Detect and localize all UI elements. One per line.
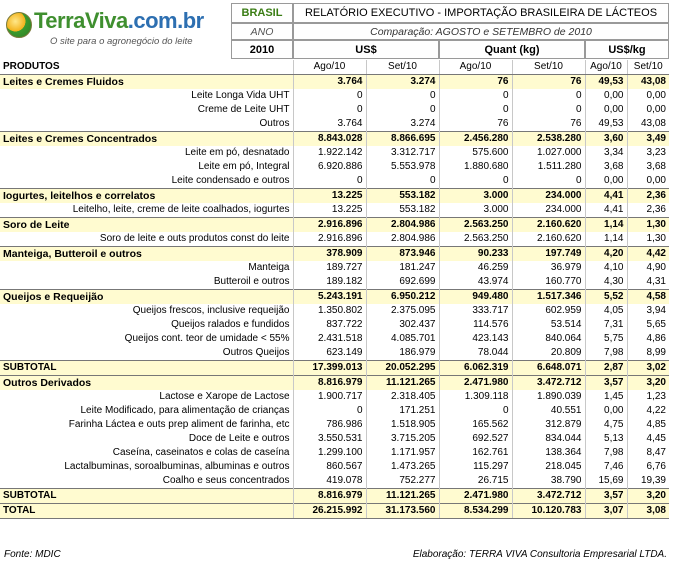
cell-kg-sep: 10.120.783: [512, 504, 585, 519]
product-row: [0, 304, 669, 318]
cell-usd-aug: 0: [293, 89, 366, 103]
product-row: [0, 332, 669, 346]
cell-usd-sep: 5.553.978: [366, 160, 439, 174]
cell-kg-aug: 0: [439, 404, 512, 418]
cell-usd-sep: 752.277: [366, 474, 439, 489]
cell-kg-sep: 40.551: [512, 404, 585, 418]
column-header-usd-aug: Ago/10: [293, 60, 366, 75]
subtotal-row: [0, 489, 669, 504]
cell-kg-sep: 312.879: [512, 418, 585, 432]
subtotal-row: [0, 361, 669, 376]
cell-usdkg-sep: 4,45: [627, 432, 669, 446]
cell-usd-sep: 3.274: [366, 117, 439, 132]
cell-usd-aug: 8.816.979: [293, 376, 366, 391]
cell-kg-aug: 3.000: [439, 203, 512, 218]
cell-kg-aug: 165.562: [439, 418, 512, 432]
category-row: [0, 376, 669, 391]
cell-usd-aug: 2.431.518: [293, 332, 366, 346]
cell-usd-sep: 0: [366, 89, 439, 103]
cell-usdkg-aug: 3,57: [585, 376, 627, 391]
cell-kg-sep: 1.511.280: [512, 160, 585, 174]
cell-usd-aug: 1.350.802: [293, 304, 366, 318]
cell-kg-sep: 20.809: [512, 346, 585, 361]
cell-usd-aug: 13.225: [293, 203, 366, 218]
cell-usdkg-aug: 5,13: [585, 432, 627, 446]
cell-usdkg-aug: 1,14: [585, 218, 627, 233]
cell-usdkg-aug: 0,00: [585, 174, 627, 189]
cell-usd-sep: 0: [366, 103, 439, 117]
row-label: Queijos frescos, inclusive requeijão: [132, 305, 290, 316]
year-caption: ANO: [231, 23, 293, 40]
row-label: Lactose e Xarope de Lactose: [159, 391, 290, 402]
cell-usdkg-aug: 4,41: [585, 203, 627, 218]
cell-usdkg-aug: 0,00: [585, 89, 627, 103]
cell-usd-sep: 171.251: [366, 404, 439, 418]
cell-usdkg-sep: 3,20: [627, 489, 669, 504]
cell-usdkg-aug: 4,10: [585, 261, 627, 275]
cell-kg-sep: 3.472.712: [512, 376, 585, 391]
cell-usdkg-sep: 6,76: [627, 460, 669, 474]
category-row: [0, 189, 669, 204]
cell-usd-sep: 2.375.095: [366, 304, 439, 318]
cell-kg-aug: 162.761: [439, 446, 512, 460]
cell-usdkg-aug: 7,98: [585, 346, 627, 361]
cell-usd-aug: 2.916.896: [293, 218, 366, 233]
cell-kg-aug: 2.563.250: [439, 232, 512, 247]
cell-usdkg-sep: 0,00: [627, 103, 669, 117]
cell-kg-aug: 78.044: [439, 346, 512, 361]
cell-usd-aug: 26.215.992: [293, 504, 366, 519]
cell-usdkg-sep: 43,08: [627, 75, 669, 90]
cell-usdkg-aug: 3,68: [585, 160, 627, 174]
cell-kg-aug: 333.717: [439, 304, 512, 318]
row-label: Doce de Leite e outros: [188, 433, 290, 444]
cell-usd-sep: 3.274: [366, 75, 439, 90]
report-header: [0, 0, 671, 60]
cell-kg-aug: 2.563.250: [439, 218, 512, 233]
cell-usd-aug: 17.399.013: [293, 361, 366, 376]
cell-usdkg-sep: 4,85: [627, 418, 669, 432]
row-label: Outros: [259, 118, 290, 129]
cell-kg-sep: 2.160.620: [512, 218, 585, 233]
product-row: [0, 460, 669, 474]
cell-usd-aug: 1.922.142: [293, 146, 366, 160]
cell-usd-aug: 13.225: [293, 189, 366, 204]
cell-usdkg-aug: 7,31: [585, 318, 627, 332]
cell-usd-sep: 873.946: [366, 247, 439, 262]
row-label: Leitelho, leite, creme de leite coalhados, iogurtes: [72, 204, 290, 215]
cell-usdkg-sep: 1,30: [627, 218, 669, 233]
cell-kg-aug: 2.471.980: [439, 489, 512, 504]
cell-kg-aug: 692.527: [439, 432, 512, 446]
logo-name-part2: .com.br: [127, 8, 204, 33]
cell-kg-sep: 0: [512, 174, 585, 189]
cell-usdkg-aug: 3,60: [585, 132, 627, 147]
row-label: Creme de Leite UHT: [197, 104, 290, 115]
cell-usd-aug: 189.182: [293, 275, 366, 290]
cell-kg-aug: 90.233: [439, 247, 512, 262]
cell-usdkg-sep: 8,99: [627, 346, 669, 361]
cell-kg-sep: 160.770: [512, 275, 585, 290]
row-label: Farinha Láctea e outs prep aliment de farinha, etc: [68, 419, 290, 430]
group-header-usd: US$: [293, 40, 439, 59]
source-note: Fonte: MDIC: [4, 549, 61, 560]
row-label: Leite Modificado, para alimentação de crianças: [80, 405, 290, 416]
category-row: [0, 132, 669, 147]
cell-usd-sep: 3.715.205: [366, 432, 439, 446]
row-label: Coalho e seus concentrados: [162, 475, 290, 486]
cell-usd-aug: 8.816.979: [293, 489, 366, 504]
cell-usd-sep: 11.121.265: [366, 376, 439, 391]
logo-name-part1: TerraViva: [34, 8, 128, 33]
cell-usdkg-aug: 5,75: [585, 332, 627, 346]
cell-kg-sep: 76: [512, 75, 585, 90]
cell-kg-sep: 602.959: [512, 304, 585, 318]
cell-kg-aug: 26.715: [439, 474, 512, 489]
cell-usdkg-aug: 4,41: [585, 189, 627, 204]
cell-usd-aug: 189.727: [293, 261, 366, 275]
cell-usdkg-sep: 3,49: [627, 132, 669, 147]
row-label: Leite em pó, Integral: [198, 161, 290, 172]
cell-usd-aug: 3.550.531: [293, 432, 366, 446]
cell-usdkg-aug: 4,20: [585, 247, 627, 262]
cell-usdkg-aug: 4,30: [585, 275, 627, 290]
cell-usdkg-aug: 15,69: [585, 474, 627, 489]
cell-kg-sep: 840.064: [512, 332, 585, 346]
cell-usd-aug: 623.149: [293, 346, 366, 361]
row-label: Outros Queijos: [222, 347, 290, 358]
product-row: [0, 318, 669, 332]
cell-usd-aug: 5.243.191: [293, 290, 366, 305]
cell-kg-aug: 2.471.980: [439, 376, 512, 391]
cell-usdkg-sep: 2,36: [627, 189, 669, 204]
cell-usdkg-aug: 3,57: [585, 489, 627, 504]
cell-usd-aug: 0: [293, 174, 366, 189]
cell-usd-aug: 419.078: [293, 474, 366, 489]
cell-kg-aug: 2.456.280: [439, 132, 512, 147]
cell-kg-sep: 1.517.346: [512, 290, 585, 305]
cell-usd-sep: 2.804.986: [366, 218, 439, 233]
cell-kg-sep: 36.979: [512, 261, 585, 275]
product-row: [0, 103, 669, 117]
product-row: [0, 474, 669, 489]
category-row: [0, 75, 669, 90]
cell-usd-sep: 2.804.986: [366, 232, 439, 247]
product-row: [0, 160, 669, 174]
product-row: [0, 446, 669, 460]
globe-icon: [6, 12, 32, 38]
cell-usd-sep: 8.866.695: [366, 132, 439, 147]
imports-table: [0, 60, 669, 519]
product-row: [0, 432, 669, 446]
cell-kg-aug: 76: [439, 117, 512, 132]
product-row: [0, 275, 669, 290]
cell-usdkg-aug: 7,98: [585, 446, 627, 460]
product-row: [0, 232, 669, 247]
row-label: Soro de leite e outs produtos const do leite: [99, 233, 290, 244]
row-label: TOTAL: [0, 504, 293, 519]
cell-kg-sep: 76: [512, 117, 585, 132]
cell-usdkg-sep: 4,58: [627, 290, 669, 305]
row-label: Butteroil e outros: [213, 276, 290, 287]
cell-usdkg-sep: 3,94: [627, 304, 669, 318]
cell-kg-aug: 8.534.299: [439, 504, 512, 519]
cell-kg-aug: 1.880.680: [439, 160, 512, 174]
logo-slogan: O site para o agronegócio do leite: [50, 36, 193, 47]
cell-usd-sep: 1.518.905: [366, 418, 439, 432]
cell-usd-aug: 6.920.886: [293, 160, 366, 174]
cell-usdkg-sep: 2,36: [627, 203, 669, 218]
cell-kg-sep: 38.790: [512, 474, 585, 489]
cell-usdkg-sep: 0,00: [627, 174, 669, 189]
cell-kg-sep: 6.648.071: [512, 361, 585, 376]
cell-kg-aug: 949.480: [439, 290, 512, 305]
cell-kg-sep: 234.000: [512, 203, 585, 218]
cell-usdkg-sep: 19,39: [627, 474, 669, 489]
cell-usdkg-sep: 3,08: [627, 504, 669, 519]
cell-kg-aug: 0: [439, 103, 512, 117]
cell-usdkg-sep: 3,23: [627, 146, 669, 160]
cell-usdkg-sep: 4,90: [627, 261, 669, 275]
cell-usd-aug: 0: [293, 404, 366, 418]
cell-kg-aug: 46.259: [439, 261, 512, 275]
cell-usdkg-sep: 3,68: [627, 160, 669, 174]
cell-usd-sep: 6.950.212: [366, 290, 439, 305]
terraviva-logo: [4, 6, 226, 56]
cell-usdkg-aug: 49,53: [585, 117, 627, 132]
product-row: [0, 174, 669, 189]
cell-kg-sep: 53.514: [512, 318, 585, 332]
cell-kg-aug: 114.576: [439, 318, 512, 332]
cell-usdkg-aug: 49,53: [585, 75, 627, 90]
cell-usd-aug: 3.764: [293, 117, 366, 132]
cell-usdkg-aug: 3,34: [585, 146, 627, 160]
cell-usdkg-sep: 1,23: [627, 390, 669, 404]
cell-usd-sep: 692.699: [366, 275, 439, 290]
cell-usd-aug: 837.722: [293, 318, 366, 332]
category-row: [0, 218, 669, 233]
report-title: RELATÓRIO EXECUTIVO - IMPORTAÇÃO BRASILEIRA DE LÁCTEOS: [293, 3, 669, 23]
cell-kg-aug: 43.974: [439, 275, 512, 290]
cell-kg-aug: 423.143: [439, 332, 512, 346]
row-label: Leites e Cremes Fluidos: [0, 75, 293, 90]
row-label: Manteiga: [248, 262, 290, 273]
cell-kg-sep: 3.472.712: [512, 489, 585, 504]
cell-kg-aug: 76: [439, 75, 512, 90]
row-label: Queijos e Requeijão: [0, 290, 293, 305]
cell-usd-aug: 1.299.100: [293, 446, 366, 460]
cell-usdkg-sep: 3,20: [627, 376, 669, 391]
cell-usd-sep: 0: [366, 174, 439, 189]
row-label: Queijos cont. teor de umidade < 55%: [124, 333, 290, 344]
cell-usd-aug: 378.909: [293, 247, 366, 262]
cell-usdkg-aug: 7,46: [585, 460, 627, 474]
row-label: SUBTOTAL: [0, 489, 293, 504]
cell-usd-aug: 1.900.717: [293, 390, 366, 404]
cell-usdkg-sep: 1,30: [627, 232, 669, 247]
cell-usd-aug: 2.916.896: [293, 232, 366, 247]
product-row: [0, 346, 669, 361]
product-row: [0, 261, 669, 275]
cell-usd-aug: 3.764: [293, 75, 366, 90]
row-label: Leite condensado e outros: [171, 175, 290, 186]
column-header-usd-sep: Set/10: [366, 60, 439, 75]
report-subtitle: Comparação: AGOSTO e SETEMBRO de 2010: [293, 23, 669, 40]
subtotal-row: [0, 504, 669, 519]
row-label: Leite em pó, desnatado: [184, 147, 290, 158]
column-header-kg-aug: Ago/10: [439, 60, 512, 75]
cell-kg-sep: 197.749: [512, 247, 585, 262]
cell-usd-aug: 0: [293, 103, 366, 117]
cell-kg-sep: 234.000: [512, 189, 585, 204]
cell-usdkg-sep: 0,00: [627, 89, 669, 103]
product-row: [0, 390, 669, 404]
cell-usd-sep: 11.121.265: [366, 489, 439, 504]
year-value: 2010: [231, 40, 293, 59]
cell-usd-sep: 302.437: [366, 318, 439, 332]
cell-usd-aug: 8.843.028: [293, 132, 366, 147]
cell-usdkg-sep: 4,86: [627, 332, 669, 346]
logo-name: [34, 8, 204, 34]
column-header-kg-sep: Set/10: [512, 60, 585, 75]
cell-kg-sep: 834.044: [512, 432, 585, 446]
cell-usdkg-sep: 4,42: [627, 247, 669, 262]
cell-usd-sep: 3.312.717: [366, 146, 439, 160]
cell-usdkg-aug: 0,00: [585, 404, 627, 418]
cell-usdkg-sep: 4,22: [627, 404, 669, 418]
cell-usdkg-aug: 2,87: [585, 361, 627, 376]
row-label: Queijos ralados e fundidos: [171, 319, 290, 330]
cell-usdkg-aug: 4,05: [585, 304, 627, 318]
cell-usd-sep: 186.979: [366, 346, 439, 361]
cell-kg-aug: 0: [439, 174, 512, 189]
cell-kg-sep: 0: [512, 103, 585, 117]
cell-kg-sep: 2.160.620: [512, 232, 585, 247]
cell-kg-aug: 6.062.319: [439, 361, 512, 376]
product-row: [0, 117, 669, 132]
cell-usdkg-aug: 4,75: [585, 418, 627, 432]
cell-kg-sep: 1.027.000: [512, 146, 585, 160]
column-header-products: PRODUTOS: [0, 60, 293, 75]
category-row: [0, 247, 669, 262]
cell-usd-aug: 860.567: [293, 460, 366, 474]
row-label: Caseína, caseinatos e colas de caseína: [112, 447, 290, 458]
cell-usd-sep: 1.473.265: [366, 460, 439, 474]
cell-kg-sep: 2.538.280: [512, 132, 585, 147]
row-label: Lactalbuminas, soroalbuminas, albuminas e outros: [64, 461, 290, 472]
cell-usdkg-sep: 43,08: [627, 117, 669, 132]
product-row: [0, 89, 669, 103]
cell-usdkg-aug: 1,14: [585, 232, 627, 247]
product-row: [0, 418, 669, 432]
row-label: Outros Derivados: [0, 376, 293, 391]
cell-usd-sep: 2.318.405: [366, 390, 439, 404]
row-label: Soro de Leite: [0, 218, 293, 233]
row-label: Iogurtes, leitelhos e correlatos: [0, 189, 293, 204]
cell-usdkg-aug: 1,45: [585, 390, 627, 404]
product-row: [0, 146, 669, 160]
group-header-quantity: Quant (kg): [439, 40, 585, 59]
product-row: [0, 203, 669, 218]
cell-usdkg-aug: 5,52: [585, 290, 627, 305]
cell-usd-sep: 181.247: [366, 261, 439, 275]
row-label: SUBTOTAL: [0, 361, 293, 376]
cell-usdkg-sep: 8,47: [627, 446, 669, 460]
cell-usdkg-aug: 3,07: [585, 504, 627, 519]
cell-kg-sep: 218.045: [512, 460, 585, 474]
cell-kg-aug: 575.600: [439, 146, 512, 160]
column-header-row: [0, 60, 669, 75]
cell-usd-sep: 31.173.560: [366, 504, 439, 519]
report-footer: [0, 549, 671, 563]
cell-kg-aug: 115.297: [439, 460, 512, 474]
cell-usd-sep: 1.171.957: [366, 446, 439, 460]
row-label: Leite Longa Vida UHT: [191, 90, 290, 101]
cell-usd-aug: 786.986: [293, 418, 366, 432]
row-label: Leites e Cremes Concentrados: [0, 132, 293, 147]
cell-usdkg-aug: 0,00: [585, 103, 627, 117]
row-label: Manteiga, Butteroil e outros: [0, 247, 293, 262]
category-row: [0, 290, 669, 305]
cell-usd-sep: 553.182: [366, 203, 439, 218]
cell-kg-aug: 3.000: [439, 189, 512, 204]
column-header-usdkg-sep: Set/10: [627, 60, 669, 75]
product-row: [0, 404, 669, 418]
cell-usdkg-sep: 5,65: [627, 318, 669, 332]
column-header-usdkg-aug: Ago/10: [585, 60, 627, 75]
cell-usdkg-sep: 3,02: [627, 361, 669, 376]
cell-usd-sep: 553.182: [366, 189, 439, 204]
cell-kg-sep: 138.364: [512, 446, 585, 460]
cell-kg-aug: 0: [439, 89, 512, 103]
credit-note: Elaboração: TERRA VIVA Consultoria Empresarial LTDA.: [412, 549, 667, 560]
cell-kg-sep: 1.890.039: [512, 390, 585, 404]
country-label: BRASIL: [231, 3, 293, 23]
cell-usd-sep: 4.085.701: [366, 332, 439, 346]
group-header-usd-per-kg: US$/kg: [585, 40, 669, 59]
cell-kg-aug: 1.309.118: [439, 390, 512, 404]
cell-usd-sep: 20.052.295: [366, 361, 439, 376]
cell-kg-sep: 0: [512, 89, 585, 103]
cell-usdkg-sep: 4,31: [627, 275, 669, 290]
